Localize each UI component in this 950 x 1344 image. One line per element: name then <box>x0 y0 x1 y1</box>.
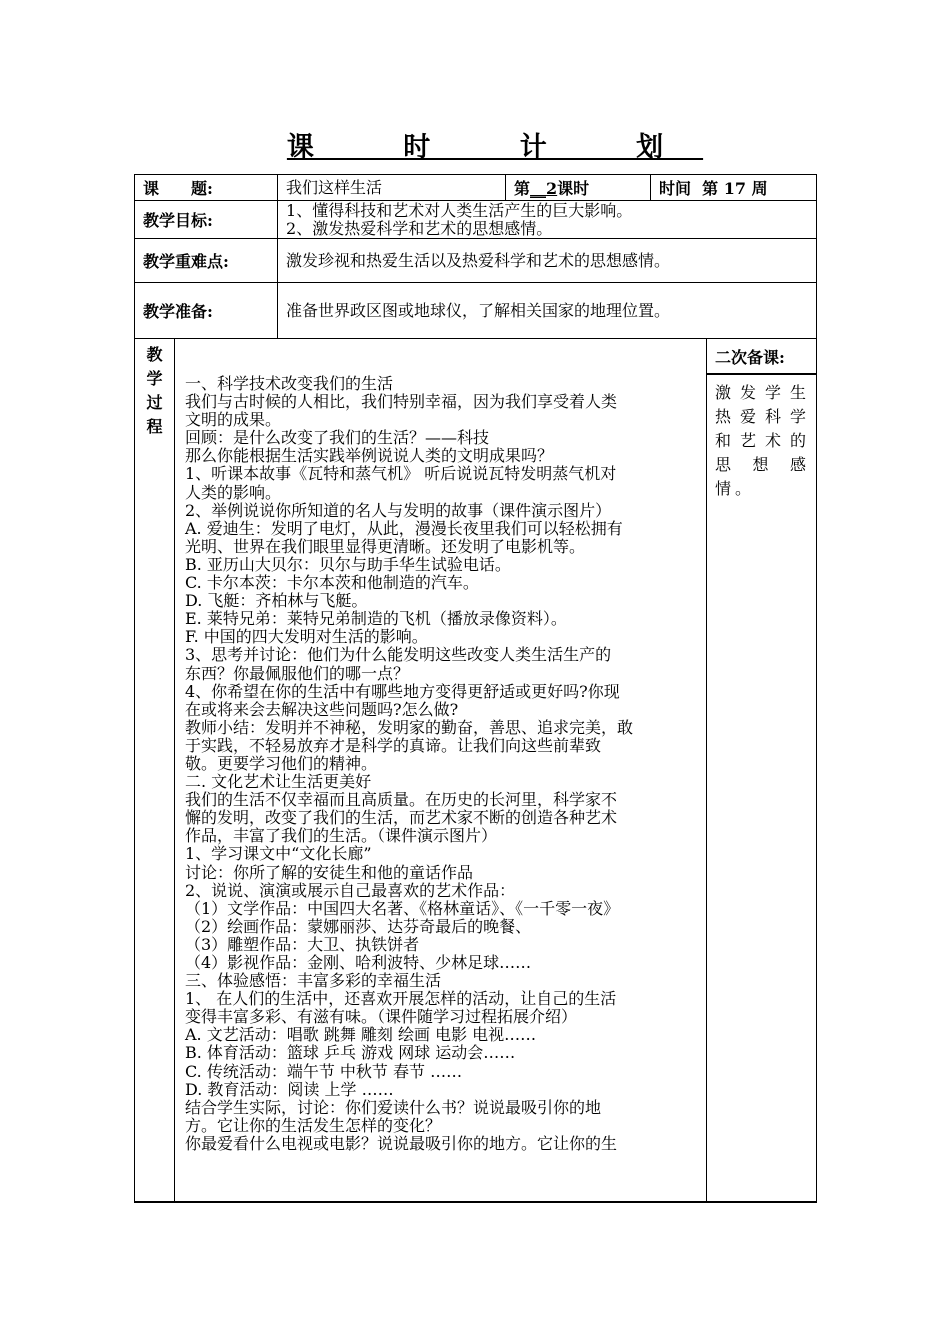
process-label: 教 学 过 程 <box>135 339 175 1203</box>
lesson-suffix: 课时 <box>557 179 590 198</box>
process-line: 回顾：是什么改变了我们的生活？——科技 <box>185 428 490 448</box>
process-line: 二. 文化艺术让生活更美好 <box>185 772 372 792</box>
lesson-prefix: 第 <box>514 179 531 198</box>
process-line: E. 莱特兄弟：莱特兄弟制造的飞机（播放录像资料）。 <box>185 609 567 629</box>
process-line: 方。它让你的生活发生怎样的变化？ <box>185 1115 442 1135</box>
process-line: 教师小结：发明并不神秘，发明家的勤奋，善思、追求完美，敢 <box>185 717 634 737</box>
process-line: B. 体育活动：篮球 乒乓 游戏 网球 运动会…… <box>185 1043 516 1063</box>
goal-line: 1、懂得科技和艺术对人类生活产生的巨大影响。 <box>286 200 633 220</box>
process-line: 1、听课本故事《瓦特和蒸气机》 听后说说瓦特发明蒸气机对 <box>185 464 617 484</box>
process-line: 我们的生活不仅幸福而且高质量。在历史的长河里，科学家不 <box>185 790 618 810</box>
process-line: 文明的成果。 <box>185 410 282 430</box>
process-line: （2）绘画作品：蒙娜丽莎、达芬奇最后的晚餐、 <box>185 916 532 936</box>
process-line: 2、说说、演演或展示自己最喜欢的艺术作品： <box>185 880 516 900</box>
key-points-label: 教学重难点: <box>135 239 278 283</box>
process-line: 我们与古时候的人相比，我们特别幸福，因为我们享受着人类 <box>185 392 618 412</box>
process-line: 东西？你最佩服他们的哪一点？ <box>185 663 410 683</box>
process-line: 光明、世界在我们眼里显得更清晰。还发明了电影机等。 <box>185 536 586 556</box>
process-line: （3）雕塑作品：大卫、执铁饼者 <box>185 934 420 954</box>
process-line: 敬。更要学习他们的精神。 <box>185 753 378 773</box>
process-line: C. 卡尔本茨：卡尔本茨和他制造的汽车。 <box>185 573 479 593</box>
process-line: 讨论：你所了解的安徒生和他的童话作品 <box>185 862 474 882</box>
week-value: 第 17 周 <box>702 179 768 198</box>
goals-label: 教学目标: <box>135 201 278 239</box>
process-line: 1、 在人们的生活中，还喜欢开展怎样的活动，让自己的生活 <box>185 989 617 1009</box>
process-line: 懈的发明，改变了我们的生活，而艺术家不断的创造各种艺术 <box>185 808 618 828</box>
process-line: 那么你能根据生活实践举例说说人类的文明成果吗？ <box>185 446 554 466</box>
process-line: D. 飞艇：齐柏林与飞艇。 <box>185 591 368 611</box>
process-line: 1、学习课文中“文化长廊” <box>185 844 372 864</box>
process-line: A. 爱迪生：发明了电灯，从此，漫漫长夜里我们可以轻松拥有 <box>185 518 623 538</box>
topic-value: 我们这样生活 <box>278 175 506 201</box>
time-label: 时间 <box>659 179 692 198</box>
goals-value <box>278 201 817 239</box>
key-points-value: 激发珍视和热爱生活以及热爱科学和艺术的思想感情。 <box>278 239 817 283</box>
lesson-plan-table <box>134 174 817 1203</box>
process-line: 结合学生实际，讨论：你们爱读什么书？说说最吸引你的地 <box>185 1097 602 1117</box>
process-line: 你最爱看什么电视或电影？说说最吸引你的地方。它让你的生 <box>185 1133 618 1153</box>
lesson-number-cell <box>506 175 651 201</box>
preparation-value: 准备世界政区图或地球仪，了解相关国家的地理位置。 <box>278 283 817 339</box>
process-line: （4）影视作品：金刚、哈利波特、少林足球…… <box>185 953 532 972</box>
process-line: C. 传统活动：端午节 中秋节 春节 …… <box>185 1061 463 1081</box>
preparation-row <box>135 283 817 339</box>
backup-label: 二次备课: <box>707 339 816 375</box>
process-line: 2、举例说说你所知道的名人与发明的故事（课件演示图片） <box>185 500 612 520</box>
topic-label: 课 题: <box>135 175 278 201</box>
topic-row <box>135 175 817 201</box>
page-title: 课 时 计 划 <box>286 132 704 163</box>
backup-text: 激发学生热爱科学和艺术的思想感情。 <box>715 383 811 498</box>
process-line: 三、体验感悟：丰富多彩的幸福生活 <box>185 971 442 991</box>
backup-column <box>707 339 817 1203</box>
process-line: 于实践，不轻易放弃才是科学的真谛。让我们向这些前辈致 <box>185 735 602 755</box>
process-line: 一、科学技术改变我们的生活 <box>185 374 394 393</box>
process-line: A. 文艺活动：唱歌 跳舞 雕刻 绘画 电影 电视…… <box>185 1025 537 1045</box>
key-points-row <box>135 239 817 283</box>
process-line: D. 教育活动：阅读 上学 …… <box>185 1079 394 1099</box>
process-line: 变得丰富多彩、有滋有味。（课件随学习过程拓展介绍） <box>185 1007 578 1027</box>
process-line: F. 中国的四大发明对生活的影响。 <box>185 627 428 647</box>
preparation-label: 教学准备: <box>135 283 278 339</box>
process-line: 3、思考并讨论：他们为什么能发明这些改变人类生活生产的 <box>185 645 612 665</box>
process-line: （1）文学作品：中国四大名著、《格林童话》、《一千零一夜》 <box>185 898 620 918</box>
process-line: B. 亚历山大贝尔：贝尔与助手华生试验电话。 <box>185 554 511 574</box>
process-line: 人类的影响。 <box>185 482 282 502</box>
process-line: 4、你希望在你的生活中有哪些地方变得更舒适或更好吗?你现 <box>185 681 620 701</box>
lesson-number: __2 <box>530 179 558 198</box>
process-line: 作品，丰富了我们的生活。（课件演示图片） <box>185 826 498 846</box>
goals-row <box>135 201 817 239</box>
process-content <box>175 339 707 1203</box>
week-cell <box>651 175 817 201</box>
process-line: 在或将来会去解决这些问题吗?怎么做? <box>185 699 459 719</box>
process-row <box>135 339 817 1203</box>
goal-line: 2、激发热爱科学和艺术的思想感情。 <box>286 218 553 238</box>
